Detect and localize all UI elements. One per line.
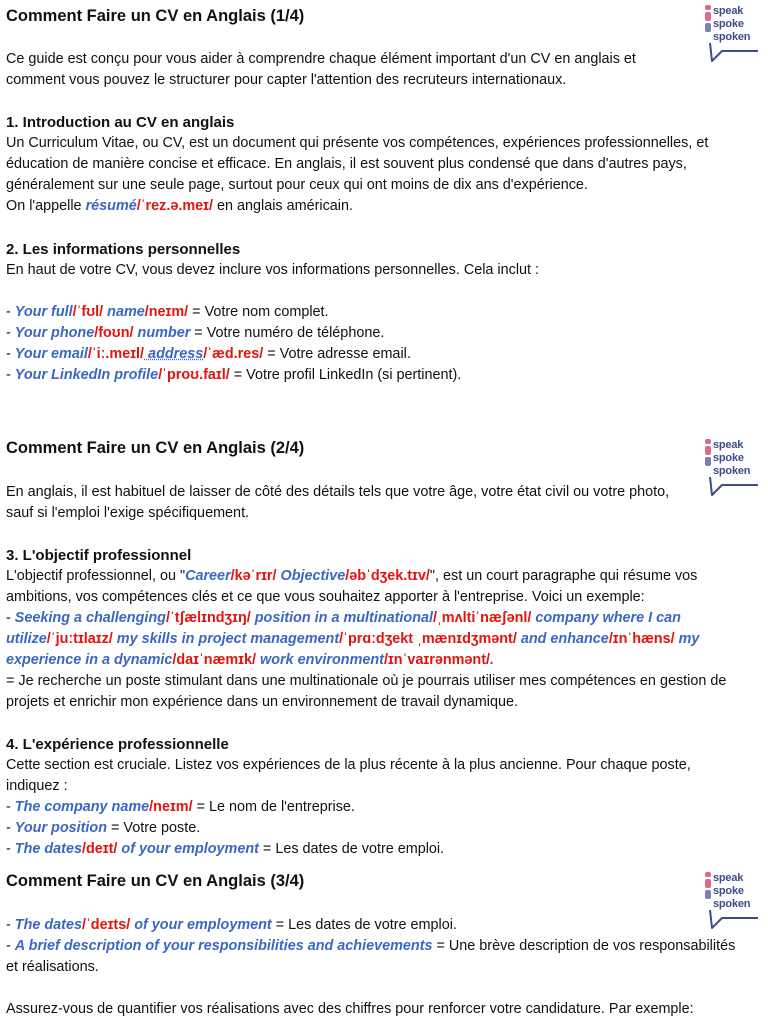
intro-paragraph: En anglais, il est habituel de laisser de côté des détails tels que votre âge, votre état civil ou votre photo, sauf si l'emploi l'exige spécifiquement.: [6, 484, 670, 521]
page-title: Comment Faire un CV en Anglais (2/4): [6, 439, 305, 457]
logo-word-speak: speak: [713, 439, 744, 451]
list-item: - Your LinkedIn profile/ˈproʊ.faɪl/ = Votre profil LinkedIn (si pertinent).: [6, 367, 462, 383]
page-title: Comment Faire un CV en Anglais (3/4): [6, 872, 305, 890]
section-work-experience: 4. L'expérience professionnelle Cette section est cruciale. Listez vos expériences de la plus récente à la plus ancienne. Pour chaque poste, indiquez : - The company name/neɪm/ = Le nom de l'entreprise. - Your position = Votre poste. - The dates/deɪt/ of your employment = Les dates de votre emploi.: [6, 734, 764, 860]
list-item: - The company name/neɪm/ = Le nom de l'entreprise.: [6, 799, 355, 815]
section-heading: 3. L'objectif professionnel: [6, 547, 192, 564]
example-line: experience in a dynamic/daɪˈnæmɪk/ work environment/ɪnˈvaɪrənmənt/.: [6, 652, 494, 668]
section-career-objective: 3. L'objectif professionnel L'objectif professionnel, ou "Career/kəˈrɪr/ Objective/əbˈdʒek.tɪv/", est un court paragraphe qui résume vos ambitions, vos compétences clés et ce que vous souhaitez apporter à l'entreprise. Voici un exemple: - Seeking a challenging/ˈtʃælɪndʒɪŋ/ position in a multinational/ˌmʌltiˈnæʃənl/ company where I can utilize/ˈjuːtɪlaɪz/ my skills in project management/ˈprɑːdʒekt ˌmænɪdʒmənt/ and enhance/ɪnˈhæns/ my experience in a dynamic/daɪˈnæmɪk/ work environment/ɪnˈvaɪrənmənt/. = Je recherche un poste stimulant dans une multinationale où je pourrais utiliser mes compétences en gestion de projets et enrichir mon expérience dans un environnement de travail dynamique.: [6, 545, 764, 713]
intro-paragraph: Ce guide est conçu pour vous aider à comprendre chaque élément important d'un CV en anglais et comment vous pouvez le structurer pour capter l'attention des recruteurs internationaux.: [6, 51, 636, 88]
list-item: - Your email/ˈiː.meɪl/ address/ˈæd.res/ = Votre adresse email.: [6, 346, 411, 362]
list-item: - The dates/ˈdeɪts/ of your employment = Les dates de votre emploi.: [6, 917, 457, 933]
logo-word-speak: speak: [713, 872, 744, 884]
section-heading: 1. Introduction au CV en anglais: [6, 114, 235, 131]
logo-word-spoken: spoken: [713, 465, 751, 477]
logo-word-spoken: spoken: [713, 31, 751, 43]
logo-word-spoken: spoken: [713, 898, 751, 910]
example-line: - Seeking a challenging/ˈtʃælɪndʒɪŋ/ position in a multinational/ˌmʌltiˈnæʃənl/ company where I can: [6, 610, 681, 626]
list-item: - Your full/ˈfʊl/ name/neɪm/ = Votre nom complet.: [6, 304, 329, 320]
section-introduction: 1. Introduction au CV en anglais Un Curriculum Vitae, ou CV, est un document qui présente vos compétences, expériences professionnelles, et éducation de manière concise et efficace. En anglais, il est souvent plus condensé que dans d'autres pays, généralement sur une seule page, surtout pour ceux qui ont moins de dix ans d'expérience. On l'appelle résumé/ˈrez.ə.meɪ/ en anglais américain.: [6, 112, 764, 217]
logo-word-spoke: spoke: [713, 18, 744, 30]
list-item: - The dates/deɪt/ of your employment = Les dates de votre emploi.: [6, 841, 445, 857]
page-title: Comment Faire un CV en Anglais (1/4): [6, 7, 305, 25]
experience-continued: - The dates/ˈdeɪts/ of your employment = Les dates de votre emploi. - A brief description of your responsibilities and achievements = Une brève description de vos responsabilités et réalisations. Assurez-vous de quantifier vos réalisations avec des chiffres pour renforcer votre candidature. Par exemple:: [6, 915, 764, 1020]
logo-word-spoke: spoke: [713, 885, 744, 897]
section-heading: 4. L'expérience professionnelle: [6, 736, 229, 753]
logo-word-spoke: spoke: [713, 452, 744, 464]
resume-line: On l'appelle résumé/ˈrez.ə.meɪ/ en anglais américain.: [6, 198, 353, 214]
english-term: résumé: [85, 198, 137, 214]
page-3: [0, 866, 768, 1024]
section-heading: 2. Les informations personnelles: [6, 241, 241, 258]
quantify-paragraph: Assurez-vous de quantifier vos réalisations avec des chiffres pour renforcer votre candidature. Par exemple:: [6, 1001, 694, 1017]
list-item: - A brief description of your responsibilities and achievements = Une brève description de vos responsabilités: [6, 938, 736, 954]
list-item: - Your phone/foʊn/ number = Votre numéro de téléphone.: [6, 325, 385, 341]
section-personal-info: 2. Les informations personnelles En haut de votre CV, vous devez inclure vos informations personnelles. Cela inclut : - Your full/ˈfʊl/ name/neɪm/ = Votre nom complet. - Your phone/foʊn/ number = Votre numéro de téléphone. - Your email/ˈiː.meɪl/ address/ˈæd.res/ = Votre adresse email. - Your LinkedIn profile/ˈproʊ.faɪl/ = Votre profil LinkedIn (si pertinent).: [6, 239, 764, 386]
page-1: [0, 0, 768, 420]
list-item: - Your position = Votre poste.: [6, 820, 201, 836]
example-line: utilize/ˈjuːtɪlaɪz/ my skills in project management/ˈprɑːdʒekt ˌmænɪdʒmənt/ and enhance/ɪnˈhæns/ my: [6, 631, 700, 647]
page-2: [0, 432, 768, 862]
phonetic: /ˈrez.ə.meɪ/: [136, 198, 213, 214]
logo-word-speak: speak: [713, 5, 744, 17]
